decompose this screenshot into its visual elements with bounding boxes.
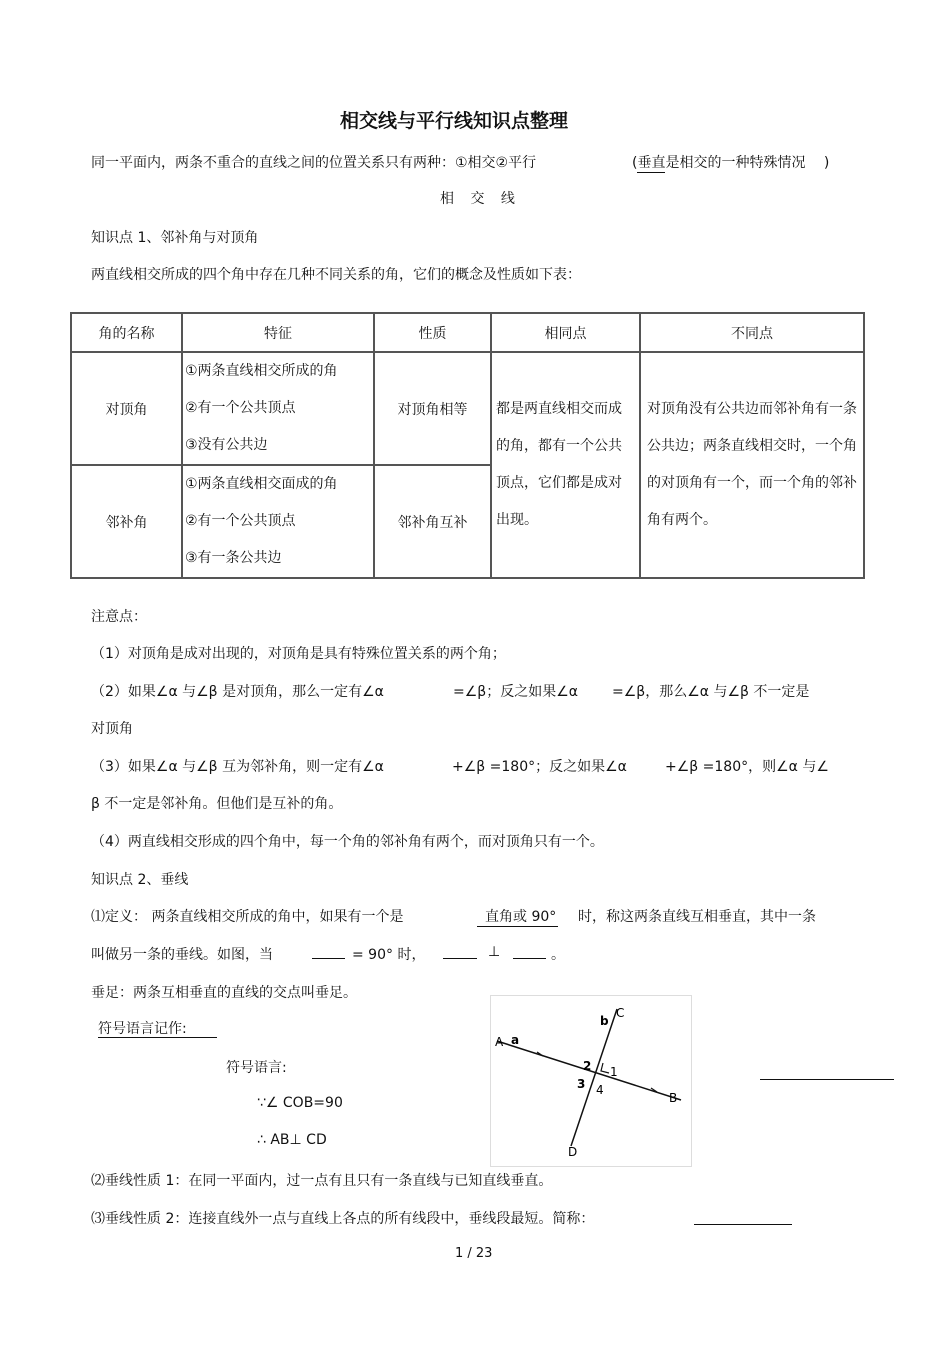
note-3c: +∠β =180°，则∠α 与∠ [665,759,829,775]
same-points-cell: 都是两直线相交而成的角，都有一个公共顶点，它们都是成对出现。 [491,352,640,578]
symbol-struck-text: 符号语言记作: [98,1021,217,1038]
perp-symbol: ⊥ [488,944,501,960]
diff-points-cell: 对顶角没有公共边而邻补角有一条公共边；两条直线相交时，一个角的对顶角有一个，而一个角的邻补角有两个。 [640,352,864,578]
perpendicular-figure [490,995,692,1167]
label-A: A [495,1035,504,1049]
page-title: 相交线与平行线知识点整理 [340,110,569,132]
definition2-text: 叫做另一条的垂线。如图，当 [91,947,273,963]
header-same: 相同点 [491,313,640,352]
label-a: a [511,1033,520,1047]
intro-note-open: ( [632,155,638,171]
row-features [182,352,374,465]
row-name: 对顶角 [71,352,182,465]
note-2d: 对顶角 [91,721,133,737]
intro-note-rest: 是相交的一种特殊情况 [665,155,806,171]
note-3d: β 不一定是邻补角。但他们是互补的角。 [91,796,343,812]
symbol-language: 符号语言: [226,1060,287,1076]
label-D: D [568,1145,578,1159]
table-header-row [71,313,864,352]
feature-item: ①两条直线相交所成的角 [185,363,338,379]
property-1: ⑵垂线性质 1：在同一平面内，过一点有且只有一条直线与已知直线垂直。 [91,1173,553,1189]
feature-item: ③有一条公共边 [185,550,282,566]
definition-text: ⑴定义： 两条直线相交所成的角中，如果有一个是 [91,909,404,925]
intro-text: 同一平面内，两条不重合的直线之间的位置关系只有两种：①相交②平行 [91,155,537,171]
intro-note-word: 垂直 [637,152,665,173]
notes-heading: 注意点： [91,609,147,625]
feature-item: ③没有公共边 [185,437,268,453]
kp2-heading: 知识点 2、垂线 [91,872,189,888]
kp1-heading: 知识点 1、邻补角与对顶角 [91,230,259,246]
note-4: （4）两直线相交形成的四个角中，每一个角的邻补角有两个，而对顶角只有一个。 [91,834,604,850]
symbol-struck [98,1018,217,1038]
angle-table [70,312,865,579]
property-2: ⑶垂线性质 2：连接直线外一点与直线上各点的所有线段中，垂线段最短。简称： [91,1211,595,1227]
answer-line-property2[interactable] [694,1224,792,1225]
header-features: 特征 [182,313,374,352]
figure-svg [491,996,691,1166]
label-b: b [600,1014,609,1028]
label-4: 4 [596,1083,604,1097]
blank-3[interactable] [513,958,546,959]
feature-item: ②有一个公共顶点 [185,513,296,529]
label-3: 3 [577,1077,586,1091]
definition-rest: 时，称这两条直线互相垂直，其中一条 [578,909,816,925]
intro-note [632,152,829,173]
definition-line [91,906,403,926]
header-diff: 不同点 [640,313,864,352]
foot-definition: 垂足：两条互相垂直的直线的交点叫垂足。 [91,985,357,1001]
label-1: 1 [610,1065,618,1079]
note-2c: =∠β，那么∠α 与∠β 不一定是 [612,684,810,700]
intro-note-close: ) [823,155,830,171]
row-property: 对顶角相等 [374,352,491,465]
because-line: ∵∠ COB=90 [257,1095,343,1111]
section-heading: 相 交 线 [440,191,521,207]
intro-line [91,152,536,172]
note-2a: （2）如果∠α 与∠β 是对顶角，那么一定有∠α [91,684,384,700]
note-1: （1）对顶角是成对出现的，对顶角是具有特殊位置关系的两个角； [91,646,506,662]
definition2-eq: = 90° 时， [352,947,426,963]
definition-answer: 直角或 90° [477,906,558,927]
label-C: C [616,1006,625,1020]
table-row [71,352,864,465]
note-2b: =∠β；反之如果∠α [453,684,578,700]
header-name: 角的名称 [71,313,182,352]
label-2: 2 [583,1059,592,1073]
page-number: 1 / 23 [455,1246,493,1261]
note-3a: （3）如果∠α 与∠β 互为邻补角，则一定有∠α [91,759,384,775]
answer-line-right[interactable] [760,1079,894,1080]
right-angle-mark [601,1063,609,1073]
definition-fill [477,906,558,927]
definition-line-2 [91,944,273,964]
row-property: 邻补角互补 [374,465,491,578]
row-features [182,465,374,578]
definition2-end: 。 [551,947,565,963]
kp1-intro: 两直线相交所成的四个角中存在几种不同关系的角，它们的概念及性质如下表： [91,267,581,283]
note-3b: +∠β =180°；反之如果∠α [452,759,627,775]
label-B: B [669,1091,678,1105]
blank-2[interactable] [443,958,477,959]
blank-1[interactable] [312,958,345,959]
therefore-line: ∴ AB⊥ CD [257,1132,327,1148]
row-name: 邻补角 [71,465,182,578]
feature-item: ①两条直线相交面成的角 [185,476,338,492]
feature-item: ②有一个公共顶点 [185,400,296,416]
header-property: 性质 [374,313,491,352]
